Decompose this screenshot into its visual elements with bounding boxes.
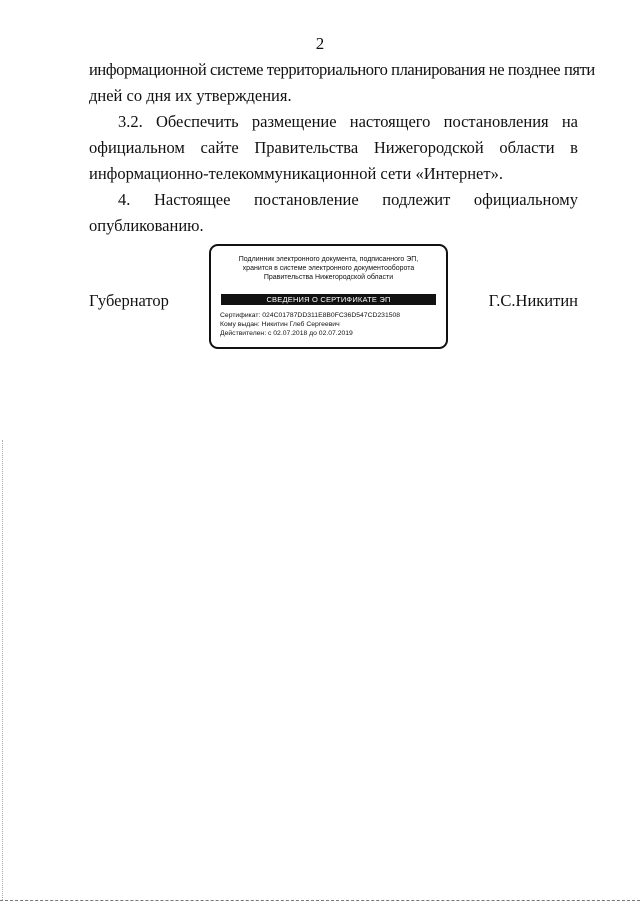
stamp-issued-row — [220, 321, 340, 329]
stamp-intro-line: Правительства Нижегородской области — [263, 274, 394, 281]
signature-position: Губернатор — [89, 291, 169, 310]
paragraph-2-line-2 — [89, 138, 578, 158]
word: Нижегородской — [373, 138, 484, 157]
paragraph-2-line-1 — [89, 112, 578, 132]
page-number: 2 — [315, 34, 325, 53]
word: постановление — [253, 190, 359, 209]
stamp-validity-label: Действителен: — [220, 330, 267, 337]
stamp-certificate-row — [220, 312, 400, 320]
scan-artifact-bottom — [0, 900, 640, 901]
word: Обеспечить — [155, 112, 239, 131]
word: подлежит — [382, 190, 451, 209]
stamp-validity-value: с 02.07.2018 до 02.07.2019 — [267, 330, 353, 337]
word: Настоящее — [153, 190, 231, 209]
stamp-intro — [211, 255, 446, 282]
paragraph-1-line-1: информационной системе территориального планирования не позднее пяти — [89, 60, 595, 79]
stamp-intro-line: хранится в системе электронного документооборота — [242, 265, 415, 272]
word: официальному — [473, 190, 578, 209]
word: 3.2. — [118, 112, 143, 131]
word: Правительства — [254, 138, 359, 157]
electronic-signature-stamp — [209, 244, 448, 349]
paragraph-2-line-3: информационно-телекоммуникационной сети «Интернет». — [89, 164, 503, 183]
paragraph-3-line-2: опубликованию. — [89, 216, 204, 235]
word: постановления — [443, 112, 549, 131]
stamp-issued-value: Никитин Глеб Сергеевич — [261, 321, 340, 328]
paragraph-3-line-1 — [89, 190, 578, 210]
stamp-validity-row — [220, 330, 353, 338]
word: размещение — [251, 112, 337, 131]
word: на — [561, 112, 578, 131]
word: сайте — [200, 138, 239, 157]
stamp-intro-line: Подлинник электронного документа, подписанного ЭП, — [238, 256, 419, 263]
stamp-issued-label: Кому выдан: — [220, 321, 260, 328]
stamp-certificate-label: Сертификат: — [220, 312, 261, 319]
scan-artifact-left — [2, 440, 5, 900]
word: официальном — [89, 138, 185, 157]
stamp-header: СВЕДЕНИЯ О СЕРТИФИКАТЕ ЭП — [221, 294, 436, 305]
paragraph-1-line-2: дней со дня их утверждения. — [89, 86, 292, 105]
signature-name: Г.С.Никитин — [488, 291, 578, 310]
word: 4. — [118, 190, 131, 209]
stamp-certificate-value: 024C01787DD311E8B0FC36D547CD231508 — [262, 312, 401, 319]
word: настоящего — [349, 112, 431, 131]
word: в — [570, 138, 578, 157]
word: области — [499, 138, 555, 157]
